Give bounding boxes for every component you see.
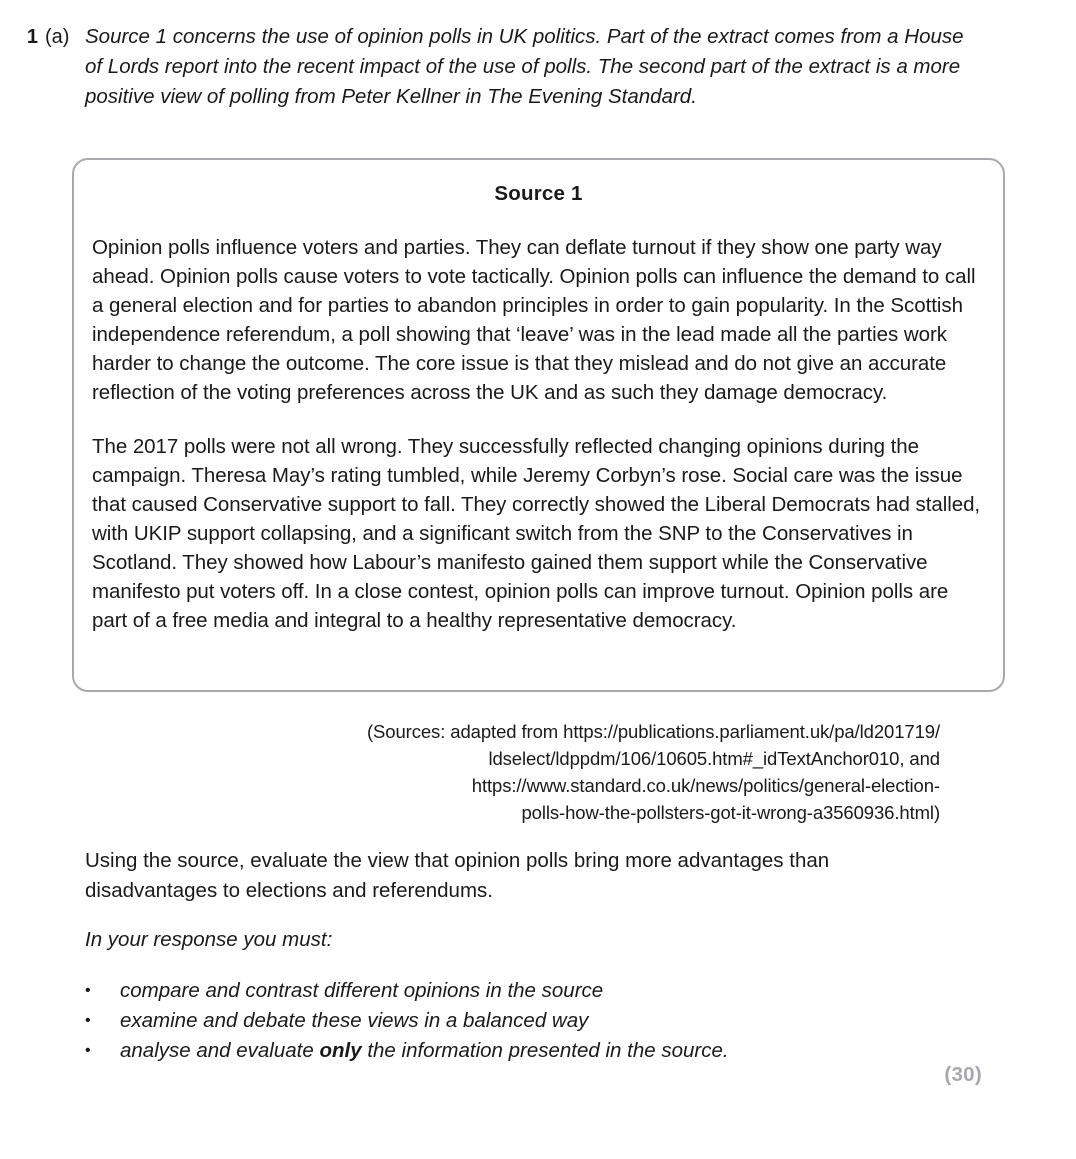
response-requirements-lead: In your response you must: [85, 928, 333, 951]
list-item [85, 1036, 965, 1066]
citation-line-1: (Sources: adapted from https://publications.parliament.uk/pa/ld201719/ [366, 721, 940, 742]
citation-line-4: polls-how-the-pollsters-got-it-wrong-a3560936.html) [521, 802, 940, 823]
task-prompt-text: Using the source, evaluate the view that opinion polls bring more advantages than disadvantages to elections and referendums. [85, 849, 830, 902]
list-item-text-before: analyse and evaluate [120, 1039, 320, 1062]
source-body [74, 234, 1003, 636]
source-paragraph-1: Opinion polls influence voters and parties. They can deflate turnout if they show one party way ahead. Opinion polls cause voters to vote tactically. Opinion polls can influence the demand to call a general election and for parties to abandon principles in order to gain popularity. In the Scottish independence referendum, a poll showing that ‘leave’ was in the lead made all the parties work harder to change the outcome. The core issue is that they mislead and do not give an accurate reflection of the voting preferences across the UK and as such they damage democracy. [92, 236, 976, 404]
task-instruction [85, 846, 965, 906]
list-item-text-after: the information presented in the source. [361, 1039, 729, 1062]
list-item-text-before: examine and debate these views in a balanced way [120, 1009, 589, 1032]
bullet-icon: • [85, 982, 91, 999]
bullet-icon: • [85, 1042, 91, 1059]
source-citation [300, 718, 940, 826]
marks-allocation: (30) [944, 1063, 982, 1086]
list-item-text [120, 1036, 965, 1066]
citation-line-3: https://www.standard.co.uk/news/politics/general-election- [471, 775, 940, 796]
question-stem-text: Source 1 concerns the use of opinion polls in UK politics. Part of the extract comes from a House of Lords report into the recent impact of the use of polls. The second part of the extract is a more positive view of polling from Peter Kellner in The Evening Standard. [85, 25, 964, 108]
citation-line-2: ldselect/ldppdm/106/10605.htm#_idTextAnchor010, and [488, 748, 940, 769]
list-item [85, 976, 965, 1006]
list-item-text-before: compare and contrast different opinions in the source [120, 979, 604, 1002]
source-title: Source 1 [494, 182, 583, 205]
list-item-text [120, 1006, 965, 1036]
bullet-icon: • [85, 1012, 91, 1029]
question-part-label: (a) [45, 26, 70, 48]
list-item-text [120, 976, 965, 1006]
list-item-emphasis: only [319, 1039, 362, 1062]
list-item [85, 1006, 965, 1036]
response-requirements-list [85, 976, 965, 1066]
question-stem [0, 22, 1076, 112]
source-paragraph-2: The 2017 polls were not all wrong. They successfully reflected changing opinions during the campaign. Theresa May’s rating tumbled, while Jeremy Corbyn’s rose. Social care was the issue that caused Conservative support to fall. They correctly showed the Liberal Democrats had stalled, with UKIP support collapsing, and a significant switch from the SNP to the Conservatives in Scotland. They showed how Labour’s manifesto gained them support while the Conservative manifesto put voters off. In a close contest, opinion polls can improve turnout. Opinion polls are part of a free media and integral to a healthy representative democracy. [92, 435, 981, 632]
question-number: 1 [26, 26, 38, 48]
source-box [72, 158, 1005, 692]
